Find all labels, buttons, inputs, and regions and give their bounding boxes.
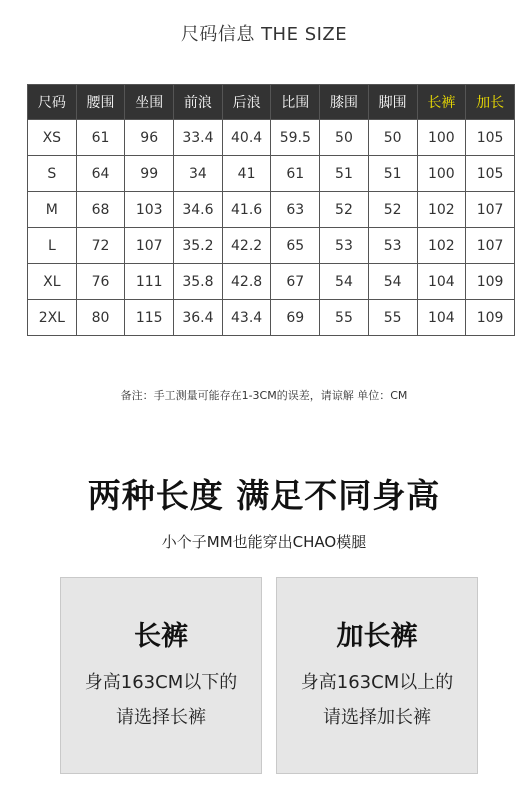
header-waist: 腰围 [76, 85, 125, 120]
table-cell: 105 [466, 120, 515, 156]
table-cell: 109 [466, 264, 515, 300]
table-cell: 52 [320, 192, 369, 228]
table-cell: 53 [320, 228, 369, 264]
table-cell: 54 [368, 264, 417, 300]
table-cell: 42.2 [222, 228, 271, 264]
table-cell: 63 [271, 192, 320, 228]
card-title: 加长裤 [336, 621, 418, 652]
table-cell: 34.6 [174, 192, 223, 228]
table-cell: XL [28, 264, 77, 300]
header-front-rise: 前浪 [174, 85, 223, 120]
table-cell: 64 [76, 156, 125, 192]
header-hem: 脚围 [368, 85, 417, 120]
card-height-text: 身高163CM以下的 [84, 672, 238, 693]
table-cell: 41.6 [222, 192, 271, 228]
table-cell: 72 [76, 228, 125, 264]
table-row [28, 192, 515, 228]
table-cell: 111 [125, 264, 174, 300]
card-long-pants [276, 577, 478, 774]
table-row [28, 300, 515, 336]
header-knee: 膝围 [320, 85, 369, 120]
card-choice-text: 请选择加长裤 [323, 707, 431, 728]
table-cell: 99 [125, 156, 174, 192]
table-cell: 107 [466, 192, 515, 228]
card-choice-text: 请选择长裤 [116, 707, 206, 728]
header-thigh: 比围 [271, 85, 320, 120]
table-cell: L [28, 228, 77, 264]
table-cell: 104 [417, 300, 466, 336]
table-row [28, 120, 515, 156]
table-cell: 103 [125, 192, 174, 228]
table-cell: M [28, 192, 77, 228]
table-cell: 69 [271, 300, 320, 336]
table-cell: 105 [466, 156, 515, 192]
table-cell: 67 [271, 264, 320, 300]
table-cell: 33.4 [174, 120, 223, 156]
table-cell: 102 [417, 192, 466, 228]
header-seat: 坐围 [125, 85, 174, 120]
table-cell: 34 [174, 156, 223, 192]
table-header-row [28, 85, 515, 120]
table-cell: 96 [125, 120, 174, 156]
table-cell: 61 [76, 120, 125, 156]
table-cell: 107 [125, 228, 174, 264]
table-cell: 59.5 [271, 120, 320, 156]
headline: 两种长度 满足不同身高 [87, 476, 441, 515]
measurement-note: 备注：手工测量可能存在1-3CM的误差，请谅解 单位：CM [120, 389, 408, 402]
page-title: 尺码信息 THE SIZE [180, 24, 348, 45]
card-height-text: 身高163CM以上的 [300, 672, 454, 693]
header-size: 尺码 [28, 85, 77, 120]
table-cell: 51 [320, 156, 369, 192]
table-cell: 43.4 [222, 300, 271, 336]
table-cell: 2XL [28, 300, 77, 336]
table-cell: 104 [417, 264, 466, 300]
table-cell: 68 [76, 192, 125, 228]
table-cell: 42.8 [222, 264, 271, 300]
table-cell: 50 [368, 120, 417, 156]
table-cell: 52 [368, 192, 417, 228]
table-cell: 51 [368, 156, 417, 192]
table-cell: 102 [417, 228, 466, 264]
table-cell: 35.2 [174, 228, 223, 264]
table-cell: 61 [271, 156, 320, 192]
table-cell: 41 [222, 156, 271, 192]
table-cell: 40.4 [222, 120, 271, 156]
size-table [27, 84, 515, 336]
table-cell: 100 [417, 156, 466, 192]
table-cell: XS [28, 120, 77, 156]
table-cell: 100 [417, 120, 466, 156]
header-back-rise: 后浪 [222, 85, 271, 120]
table-cell: 76 [76, 264, 125, 300]
card-regular-pants [60, 577, 262, 774]
table-cell: 65 [271, 228, 320, 264]
table-cell: 55 [368, 300, 417, 336]
table-cell: 36.4 [174, 300, 223, 336]
table-cell: 53 [368, 228, 417, 264]
header-regular-length: 长裤 [417, 85, 466, 120]
table-cell: 107 [466, 228, 515, 264]
table-cell: 115 [125, 300, 174, 336]
subheadline: 小个子MM也能穿出CHAO模腿 [161, 533, 367, 551]
header-long-length: 加长 [466, 85, 515, 120]
card-title: 长裤 [134, 621, 188, 652]
table-cell: 109 [466, 300, 515, 336]
table-cell: 50 [320, 120, 369, 156]
table-cell: 55 [320, 300, 369, 336]
table-row [28, 156, 515, 192]
table-cell: 54 [320, 264, 369, 300]
table-row [28, 228, 515, 264]
table-cell: 80 [76, 300, 125, 336]
table-cell: 35.8 [174, 264, 223, 300]
table-cell: S [28, 156, 77, 192]
table-row [28, 264, 515, 300]
